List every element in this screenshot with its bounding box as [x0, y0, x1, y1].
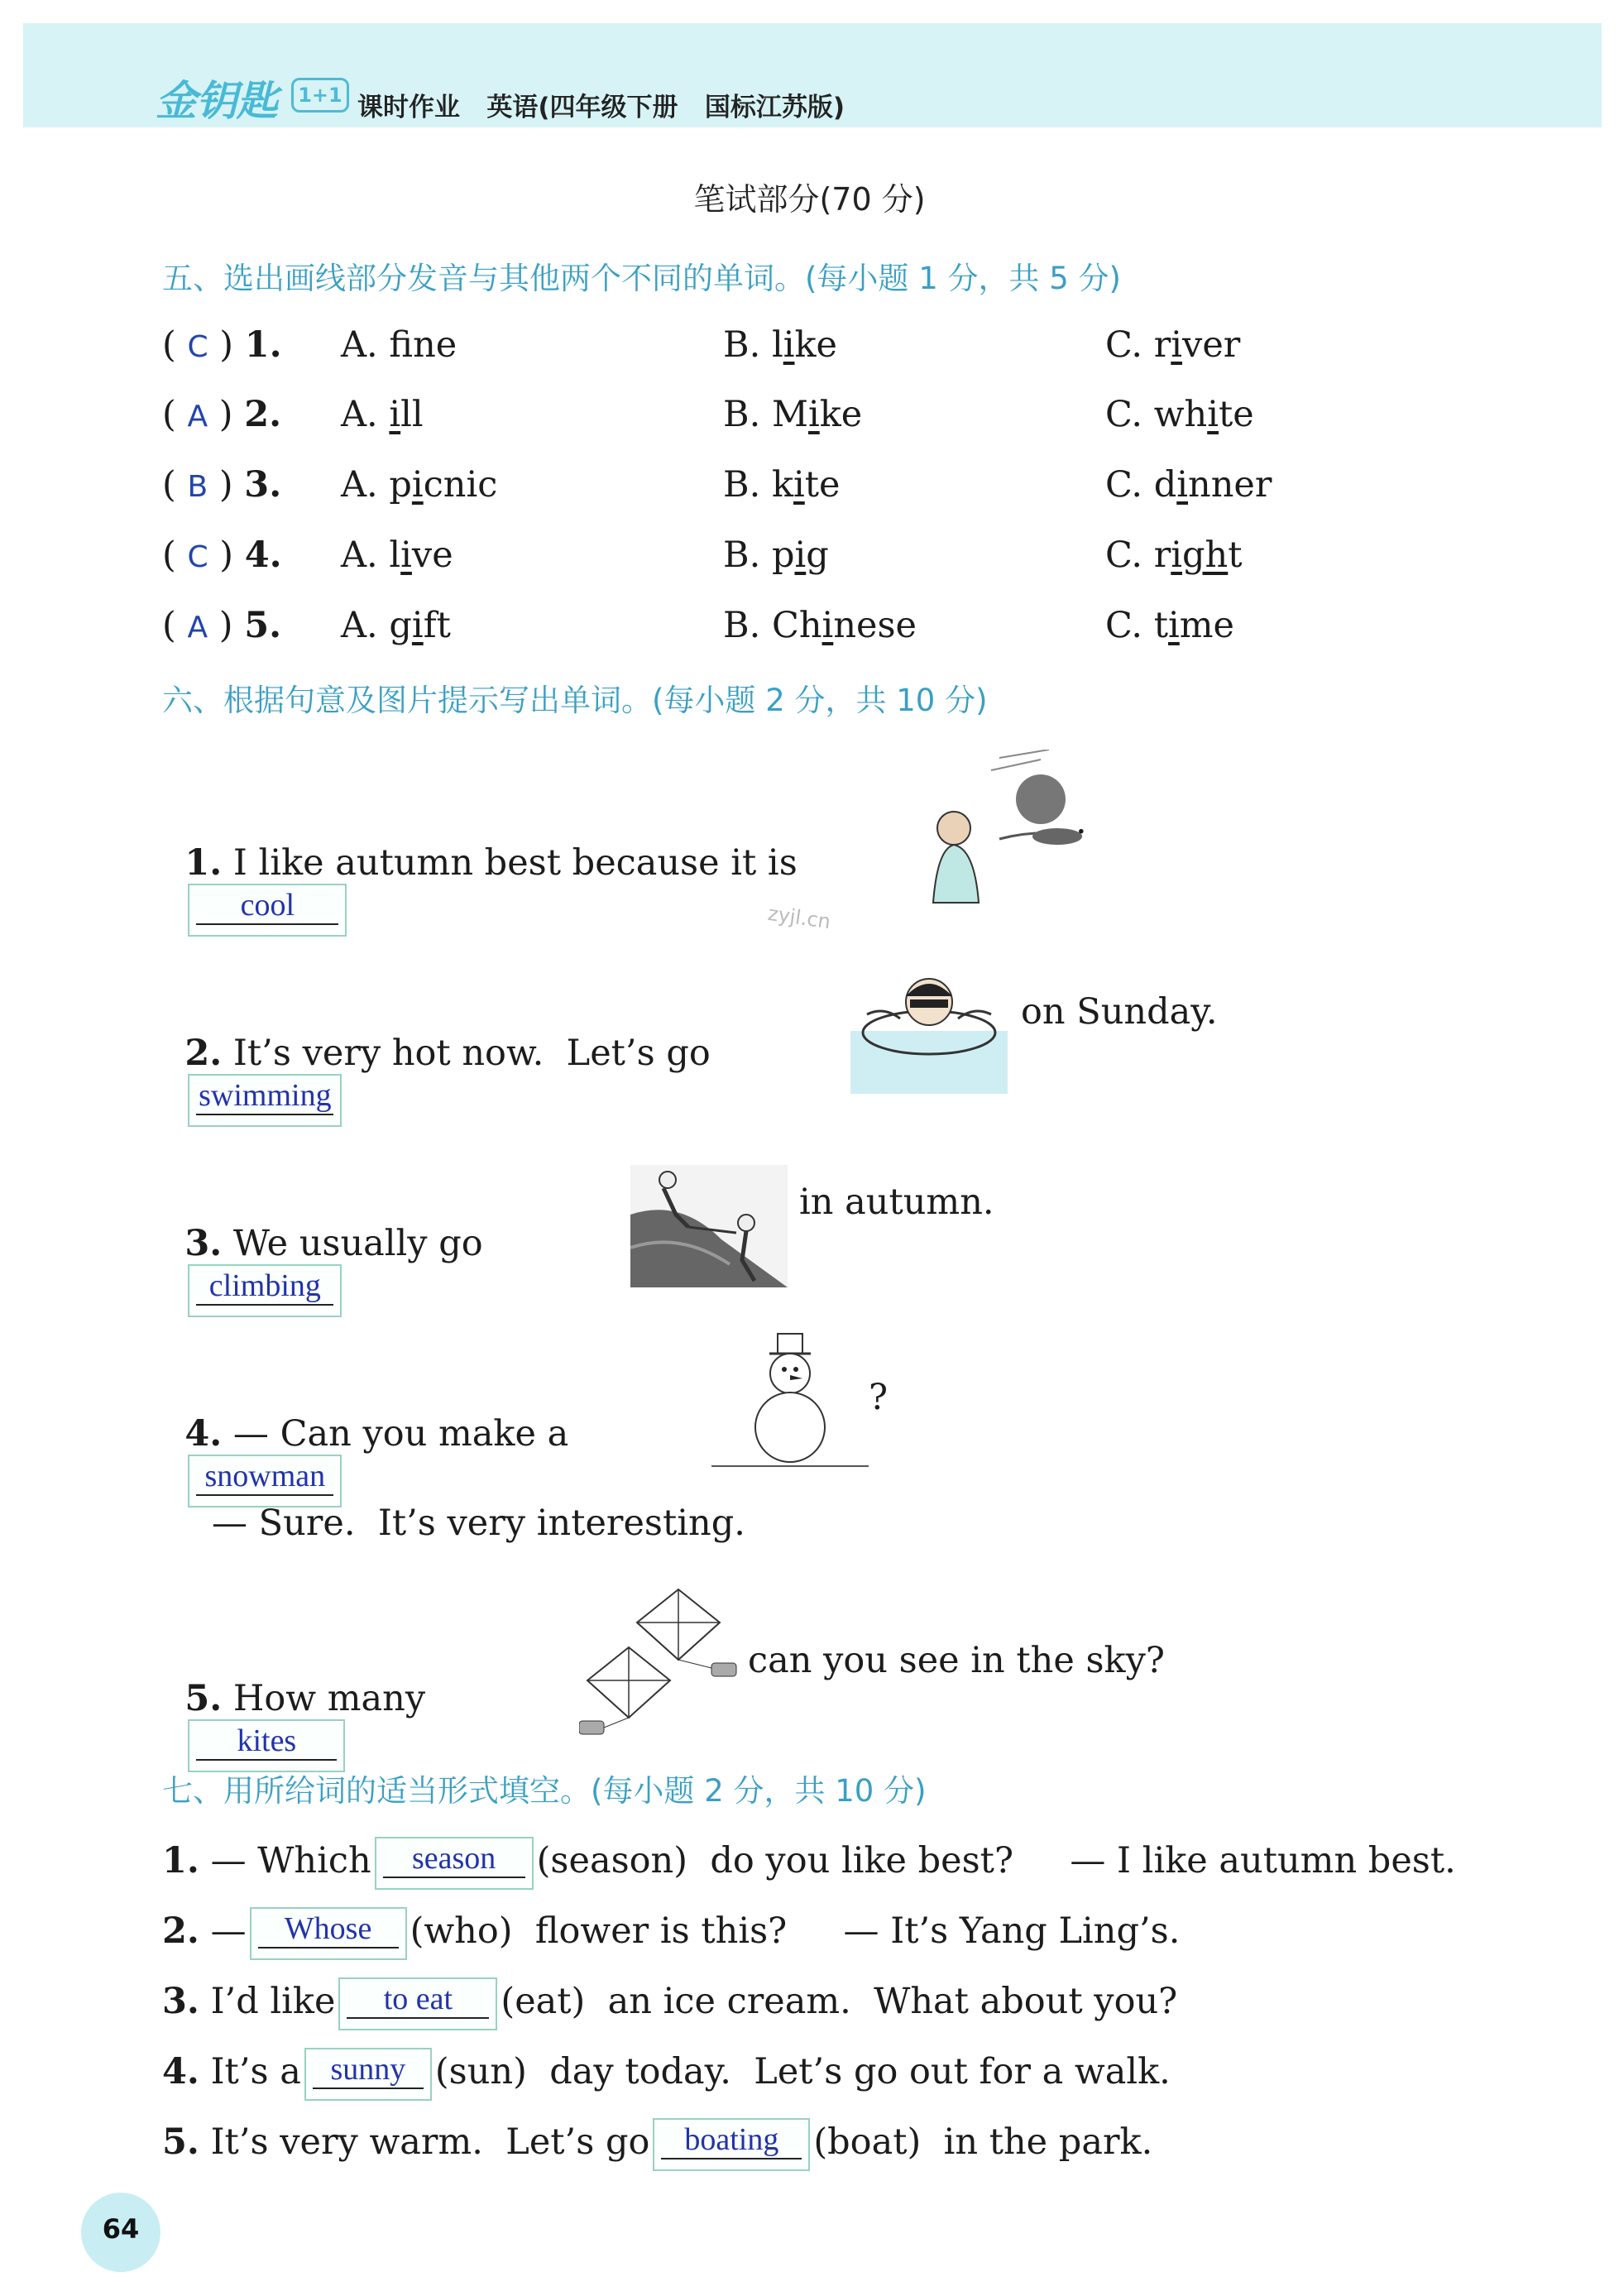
p6-item-2 [162, 991, 711, 1127]
option-b: B. pig [723, 534, 829, 576]
option-a: A. fne [341, 324, 457, 366]
answer-bracket: ( C ) 4. [162, 534, 282, 576]
sentence-end: (who) flower is this? — It’s Yang Ling’s. [410, 1910, 1181, 1952]
option-word: gift [389, 605, 451, 646]
sentence-text: I like autumn best because it is [232, 842, 798, 884]
item-number: 5. [244, 605, 282, 646]
answer-blank[interactable] [188, 1264, 342, 1317]
item-number: 2. [184, 1033, 223, 1074]
option-word: time [1153, 605, 1234, 646]
answer-letter: A [187, 611, 208, 645]
p7-item-1 [162, 1837, 1456, 1890]
part6-heading: 六、根据句意及图片提示写出单词。(每小题 2 分，共 10 分) [162, 683, 988, 718]
answer-text: climbing [208, 1268, 321, 1303]
snowman-picture [711, 1332, 869, 1473]
sentence-text: We usually go [232, 1223, 483, 1264]
p7-item-5 [162, 2118, 1152, 2171]
sentence-text: — [210, 1910, 247, 1952]
option-word: Mike [771, 394, 863, 435]
item-number: 3. [244, 464, 282, 506]
item-number: 5. [184, 1678, 223, 1719]
p6-item-1 [162, 801, 798, 937]
part5-heading: 五、选出画线部分发音与其他两个不同的单词。(每小题 1 分，共 5 分) [162, 261, 1121, 296]
option-a: A. ill [341, 394, 424, 435]
answer-text: swimming [199, 1078, 332, 1113]
answer-bracket: ( B ) 3. [162, 464, 282, 506]
option-c: C. time [1105, 605, 1234, 646]
option-c: C. dinner [1105, 464, 1272, 506]
sentence-text: I’d like [210, 1981, 336, 2022]
kites-picture [579, 1585, 745, 1739]
item-number: 4. [244, 534, 282, 576]
swimming-picture [850, 965, 1008, 1094]
climbing-picture [630, 1165, 788, 1287]
answer-bracket: ( A ) 2. [162, 394, 282, 435]
answer-letter: A [187, 400, 208, 434]
answer-blank[interactable] [375, 1837, 534, 1890]
option-word: dinner [1153, 464, 1272, 506]
p6-item-3 [162, 1182, 483, 1317]
option-word: ill [389, 394, 424, 435]
option-a: A. gift [341, 605, 451, 646]
option-c: C. river [1105, 324, 1241, 366]
answer-blank[interactable] [188, 884, 347, 937]
section-title: 笔试部分(70 分) [693, 181, 926, 218]
sentence-text: It’s very warm. Let’s go [210, 2121, 650, 2163]
answer-letter: C [187, 540, 208, 574]
sentence-end: (eat) an ice cream. What about you? [501, 1981, 1178, 2022]
option-word: live [389, 534, 453, 576]
answer-blank[interactable] [653, 2118, 810, 2171]
sentence-end: on Sunday. [1021, 991, 1218, 1033]
item-number: 4. [162, 2051, 199, 2092]
item-number: 2. [244, 394, 282, 435]
item-number: 4. [184, 1413, 223, 1455]
answer-letter: B [187, 470, 208, 504]
p7-item-4 [162, 2048, 1171, 2101]
option-b: B. Mike [723, 394, 863, 435]
watermark: zyjl.cn [766, 901, 832, 934]
answer-text: sunny [330, 2052, 406, 2087]
sentence-end: . [1075, 801, 1087, 842]
answer-blank[interactable] [250, 1907, 407, 1960]
logo-badge: 1+1 [291, 78, 349, 113]
sentence-text: How many [232, 1678, 426, 1719]
p7-item-2 [162, 1907, 1180, 1960]
sentence-end: (sun) day today. Let’s go out for a walk. [434, 2051, 1171, 2092]
option-a: A. live [341, 534, 453, 576]
answer-letter: C [187, 330, 208, 364]
reply-text: — Sure. It’s very interesting. [212, 1503, 745, 1544]
answer-blank[interactable] [188, 1074, 342, 1127]
windy-autumn-picture [917, 750, 1082, 907]
header-title: 课时作业 英语(四年级下册 国标江苏版) [357, 93, 845, 122]
answer-text: Whose [284, 1911, 372, 1946]
part7-heading: 七、用所给词的适当形式填空。(每小题 2 分，共 10 分) [162, 1773, 927, 1809]
sentence-end: can you see in the sky? [748, 1640, 1165, 1681]
option-c: C. right [1105, 534, 1243, 576]
option-word: like [771, 324, 837, 366]
p7-item-3 [162, 1977, 1177, 2030]
answer-blank[interactable] [338, 1977, 497, 2030]
answer-bracket: ( A ) 5. [162, 605, 282, 646]
option-word: white [1153, 394, 1254, 435]
p6-item-5 [162, 1637, 425, 1772]
answer-text: snowman [204, 1459, 326, 1493]
option-word: pig [771, 534, 829, 576]
item-number: 3. [162, 1981, 199, 2022]
item-number: 1. [244, 324, 282, 366]
answer-text: kites [237, 1723, 297, 1758]
sentence-end: (season) do you like best? — I like autumn best. [536, 1840, 1456, 1881]
sentence-text: — Can you make a [232, 1413, 569, 1455]
option-word: river [1153, 324, 1241, 366]
answer-blank[interactable] [188, 1455, 342, 1507]
answer-text: season [412, 1841, 496, 1876]
option-b: B. Chinese [723, 605, 917, 646]
option-word: right [1153, 534, 1243, 576]
sentence-end: ? [869, 1377, 889, 1418]
option-b: B. kite [723, 464, 841, 506]
answer-text: cool [240, 888, 295, 923]
sentence-text: — Which [210, 1840, 371, 1881]
answer-blank[interactable] [188, 1719, 345, 1772]
answer-bracket: ( C ) 1. [162, 324, 282, 366]
sentence-text: It’s very hot now. Let’s go [232, 1033, 711, 1074]
sentence-end: in autumn. [799, 1182, 994, 1223]
option-a: A. picnic [341, 464, 498, 506]
answer-text: boating [684, 2122, 779, 2157]
option-word: kite [771, 464, 841, 506]
option-word: picnic [389, 464, 498, 506]
brand-logo: 金钥匙 [156, 77, 277, 125]
option-b: B. like [723, 324, 837, 366]
item-number: 1. [184, 842, 223, 884]
sentence-text: It’s a [210, 2051, 301, 2092]
option-word: fne [389, 324, 457, 366]
item-number: 2. [162, 1910, 199, 1952]
item-number: 3. [184, 1223, 223, 1264]
option-c: C. white [1105, 394, 1254, 435]
sentence-end: (boat) in the park. [813, 2121, 1153, 2163]
page-number: 64 [102, 2213, 140, 2245]
answer-text: to eat [383, 1982, 453, 2016]
item-number: 5. [162, 2121, 199, 2163]
item-number: 1. [162, 1840, 199, 1881]
answer-blank[interactable] [304, 2048, 432, 2101]
option-word: Chinese [771, 605, 917, 646]
p6-item-4 [162, 1372, 568, 1507]
